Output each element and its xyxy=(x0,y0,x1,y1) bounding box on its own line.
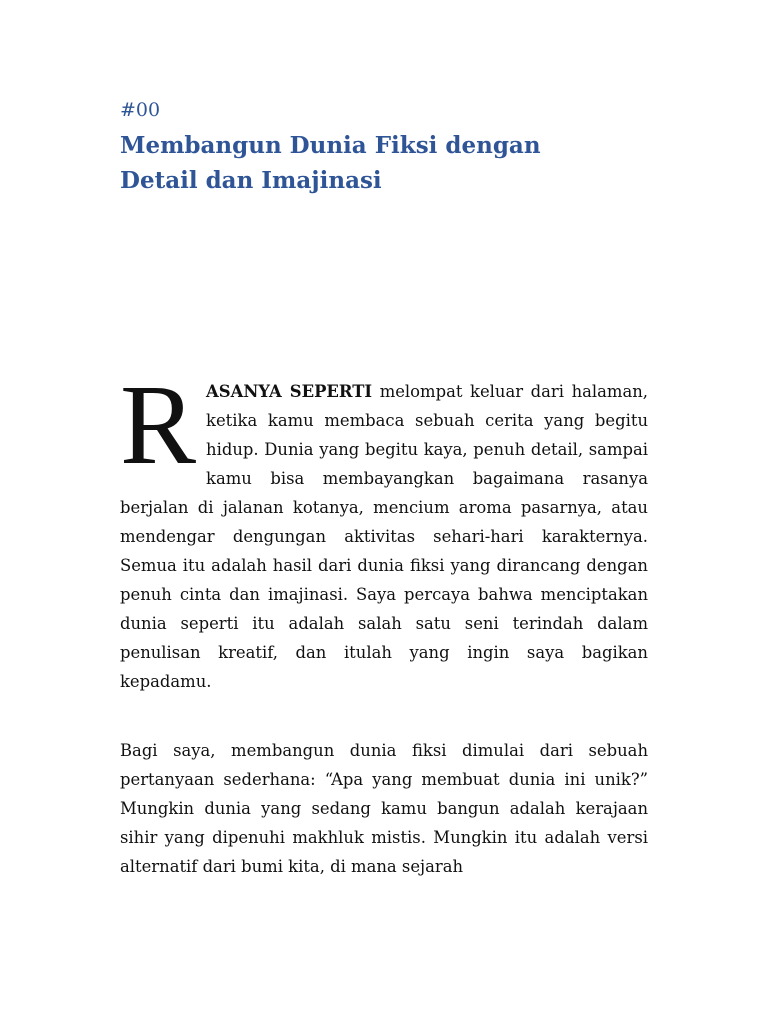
paragraph-1 xyxy=(120,361,648,696)
chapter-title-line-1: Membangun Dunia Fiksi dengan xyxy=(120,132,541,159)
paragraph-2: Bagi saya, membangun dunia fiksi dimulai dari sebuah pertanyaan sederhana: “Apa yang membuat dunia ini unik?” Mungkin dunia yang sedang kamu bangun adalah kerajaan sihir yang dipenuhi makhluk mistis. Mungkin itu adalah versi alternatif dari bumi kita, di mana sejarah xyxy=(120,741,648,876)
document-page xyxy=(120,96,648,996)
chapter-title xyxy=(120,128,648,198)
drop-cap: R xyxy=(120,361,197,488)
chapter-number: #00 xyxy=(120,99,161,121)
lead-in: ASANYA SEPERTI xyxy=(206,382,373,401)
chapter-title-line-2: Detail dan Imajinasi xyxy=(120,167,382,194)
paragraph-1-text: melompat keluar dari halaman, ketika kamu membaca sebuah cerita yang begitu hidup. Dunia yang begitu kaya, penuh detail, sampai kamu bisa membayangkan bagaimana rasanya berjalan di jalanan kotanya, mencium aroma pasarnya, atau mendengar dengungan aktivitas sehari-hari karakternya. Semua itu adalah hasil dari dunia fiksi yang dirancang dengan penuh cinta dan imajinasi. Saya percaya bahwa menciptakan dunia seperti itu adalah salah satu seni terindah dalam penulisan kreatif, dan itulah yang ingin saya bagikan kepadamu. xyxy=(120,382,648,691)
